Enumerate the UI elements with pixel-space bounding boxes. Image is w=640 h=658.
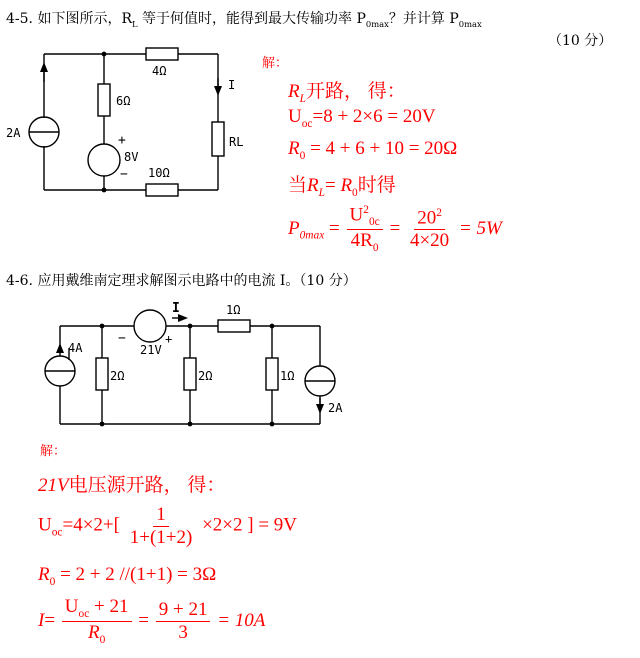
minus-sign: − (120, 167, 128, 182)
current-arrow-label: I (172, 301, 180, 316)
solution-line-5: $P_{0max}$ = $\frac{U^2_{0c}}{4R_0}$ = $\frac{20^2}{4\times 20}$ = 5W (288, 204, 502, 255)
resistor-6-label: 6Ω (116, 94, 131, 108)
circuit-diagram-2 (0, 296, 360, 436)
resistor-1-label: 1Ω (280, 369, 295, 383)
solution-line-1: 21V电压源开路， 得： (38, 475, 226, 496)
circuit-diagram-1 (0, 40, 262, 200)
fraction-current-formula: $\frac{U_{oc} + 21}{R_0}$ (62, 596, 132, 647)
current-source-left-label: 4A (68, 341, 83, 355)
solution-label: 解： (262, 56, 289, 71)
voltage-source-label: 8V (124, 150, 139, 164)
fraction-power-formula: $\frac{U^2_{0c}}{4R_0}$ (347, 204, 383, 255)
resistor-10-label: 10Ω (148, 166, 170, 180)
solution-line-3: $R_0 = 4 + 6 + 10 = 20\Omega$ (288, 138, 458, 162)
problem-4-6-question: 4-6. 应用戴维南定理求解图示电路中的电流 I。（10 分） (6, 273, 357, 289)
minus-sign: − (118, 331, 126, 346)
resistor-4-label: 4Ω (152, 64, 167, 78)
solution-line-3: $R_0 = 2 + 2$ //(1+1) = 3Ω (38, 564, 217, 588)
solution-line-4: I= $\frac{U_{oc} + 21}{R_0}$ = $\frac{9 + 21}{3}$ = 10A (38, 596, 266, 646)
plus-sign: + (165, 332, 173, 346)
problem-number: 4-5. (6, 11, 33, 27)
load-resistor-label: RL (229, 135, 244, 149)
resistor-top-label: 1Ω (226, 303, 241, 317)
fraction-current-divider: $\frac{1}{1+(1+2)}$ (129, 504, 193, 548)
current-arrow-label: I (228, 78, 236, 92)
solution-line-1: $R_L$开路， 得： (288, 81, 406, 105)
resistor-2b-label: 2Ω (198, 369, 213, 383)
current-source-label: 2A (6, 126, 21, 140)
solution-label: 解： (40, 444, 67, 459)
resistor-2-label: 2Ω (110, 369, 125, 383)
voltage-source-label: 21V (140, 343, 162, 357)
current-source-right-label: 2A (328, 401, 343, 415)
problem-number: 4-6. (6, 273, 33, 289)
problem-score: （10 分） (548, 33, 613, 49)
solution-line-2: $U_{oc}=8 + 2\times 6 = 20V$ (288, 106, 436, 130)
solution-line-4: 当$R_L= R_0$时得 (288, 175, 396, 199)
problem-4-5-question: 4-5. 如下图所示，$R_L$ 等于何值时，能得到最大传输功率 $P_{0max}$？并计算 $P_{0max}$ (6, 11, 482, 29)
fraction-current-value: $\frac{9 + 21}{3}$ (156, 599, 211, 644)
solution-line-2: $U_{oc}=4\times 2+$[ $\frac{1}{1+(1+2)}$ ×2×2 ] = 9V (38, 504, 298, 548)
fraction-power-value: $\frac{20^2}{4\times 20}$ (409, 207, 450, 252)
plus-sign: + (118, 133, 126, 148)
